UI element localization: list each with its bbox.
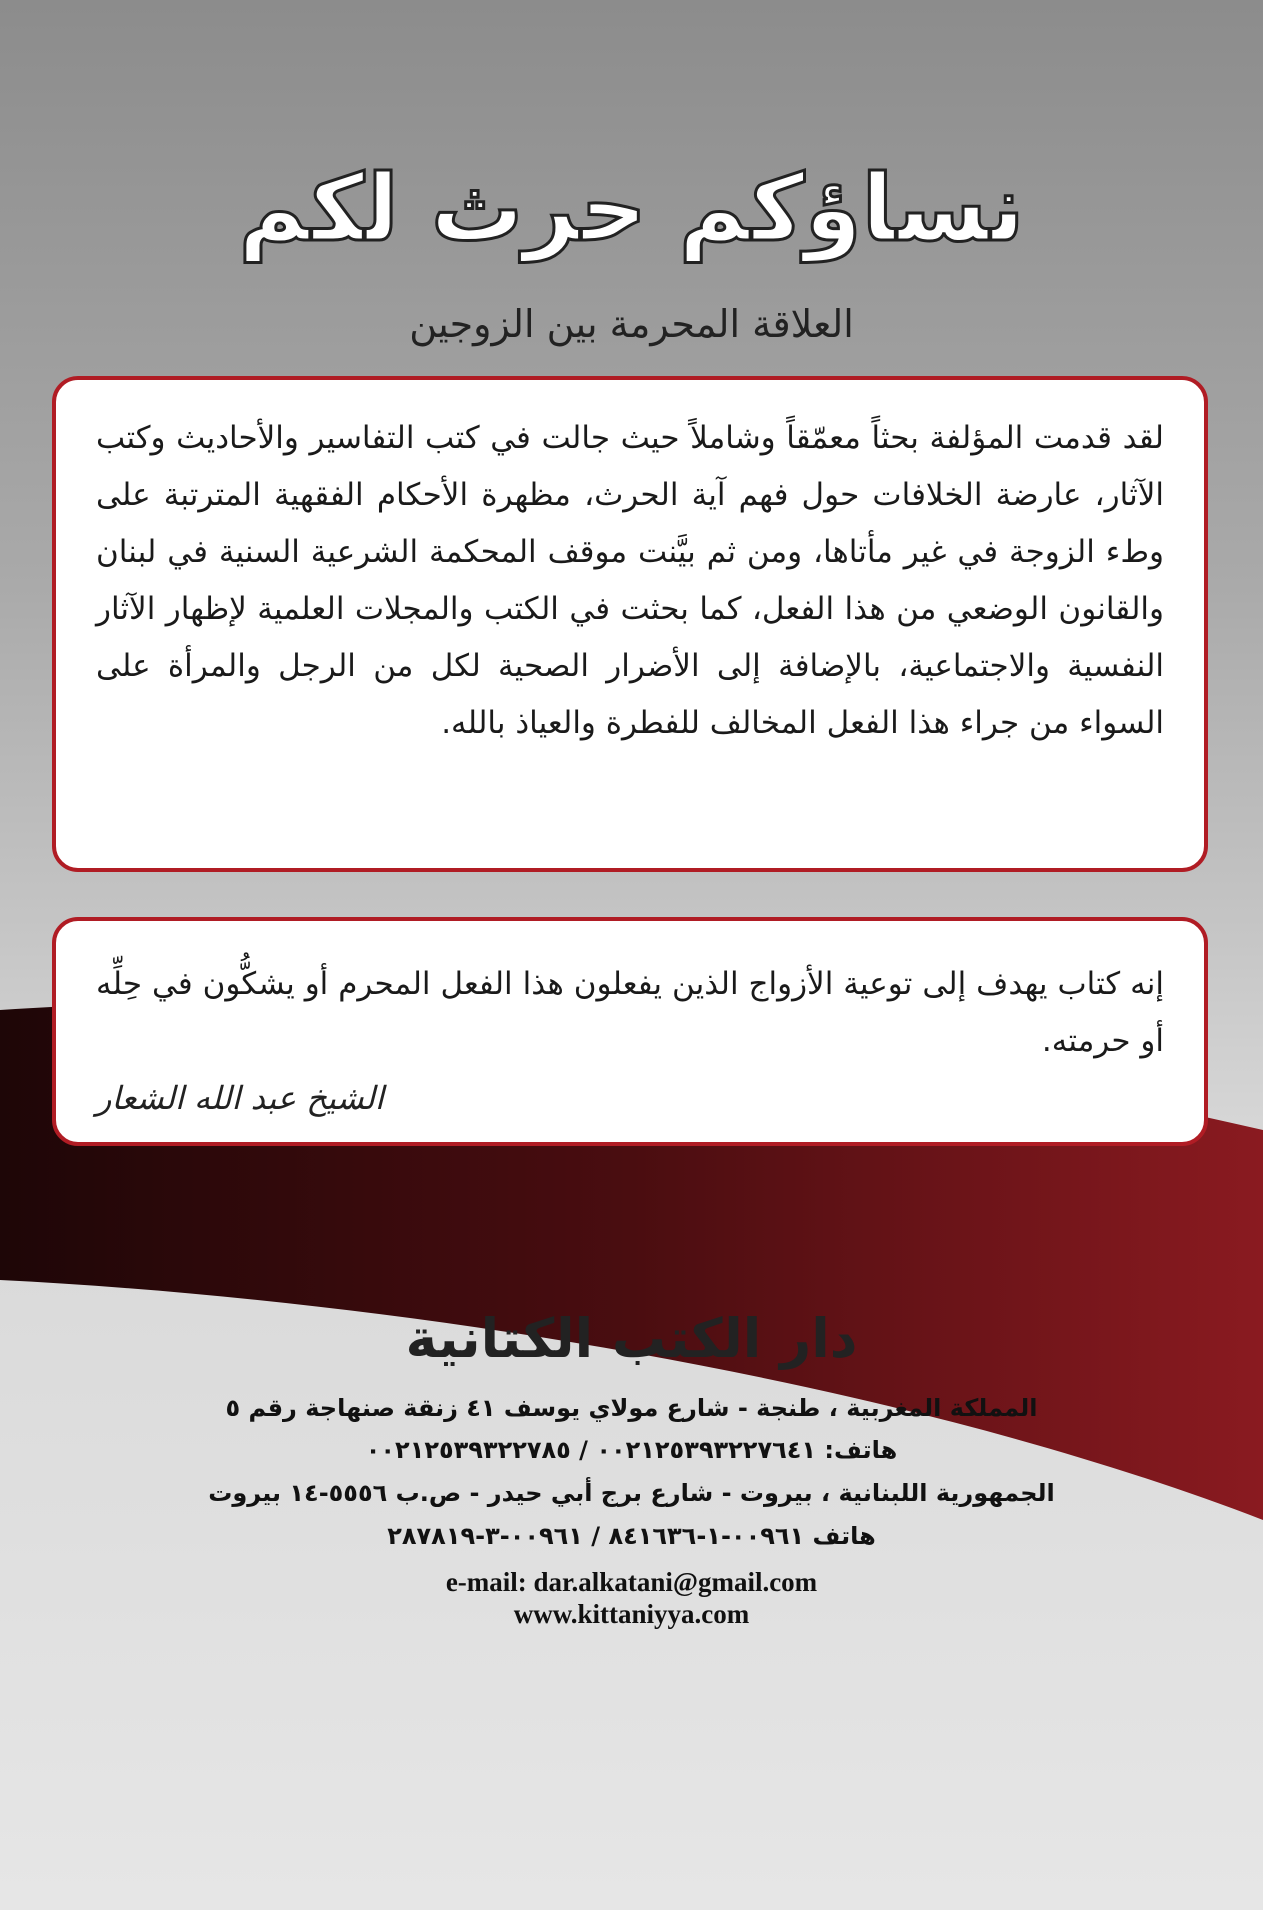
lebanon-address: الجمهورية اللبنانية ، بيروت - شارع برج أبي حيدر - ص.ب ٥٥٥٦-١٤ بيروت bbox=[208, 1479, 1055, 1508]
quote-text: إنه كتاب يهدف إلى توعية الأزواج الذين يفعلون هذا الفعل المحرم أو يشكُّون في حِلِّه أو حرمته. bbox=[96, 966, 1164, 1060]
description-box bbox=[52, 376, 1208, 872]
email: e-mail: dar.alkatani@gmail.com bbox=[445, 1566, 818, 1597]
morocco-address: المملكة المغربية ، طنجة - شارع مولاي يوسف ٤١ زنقة صنهاجة رقم ٥ bbox=[225, 1393, 1038, 1422]
description-text: لقد قدمت المؤلفة بحثاً معمّقاً وشاملاً حيث جالت في كتب التفاسير والأحاديث وكتب الآثار، عارضة الخلافات حول فهم آية الحرث، مظهرة الأحكام الفقهية المترتبة على وطء الزوجة في غير مأتاها، ومن ثم بيَّنت موقف المحكمة الشرعية السنية في لبنان والقانون الوضعي من هذا الفعل، كما بحثت في الكتب والمجلات العلمية لإظهار الآثار النفسية والاجتماعية، بالإضافة إلى الأضرار الصحية لكل من الرجل والمرأة على السواء من جراء هذا الفعل المخالف للفطرة والعياذ بالله. bbox=[96, 420, 1164, 742]
morocco-phone: هاتف: ٠٠٢١٢٥٣٩٣٢٢٧٦٤١ / ٠٠٢١٢٥٣٩٣٢٢٧٨٥ bbox=[365, 1436, 898, 1465]
quote-box bbox=[52, 917, 1208, 1146]
book-title-calligraphy: نساؤكم حرث لكم bbox=[238, 155, 1025, 262]
lebanon-phone: هاتف ٠٠٩٦١-١-٨٤١٦٣٦ / ٠٠٩٦١-٣-٢٨٧٨١٩ bbox=[387, 1521, 876, 1550]
publisher-logo: دار الكتب الكتانية bbox=[405, 1307, 858, 1371]
book-subtitle: العلاقة المحرمة بين الزوجين bbox=[409, 302, 854, 346]
website: www.kittaniyya.com bbox=[513, 1599, 750, 1630]
signature: الشيخ عبد الله الشعار bbox=[96, 1079, 384, 1118]
